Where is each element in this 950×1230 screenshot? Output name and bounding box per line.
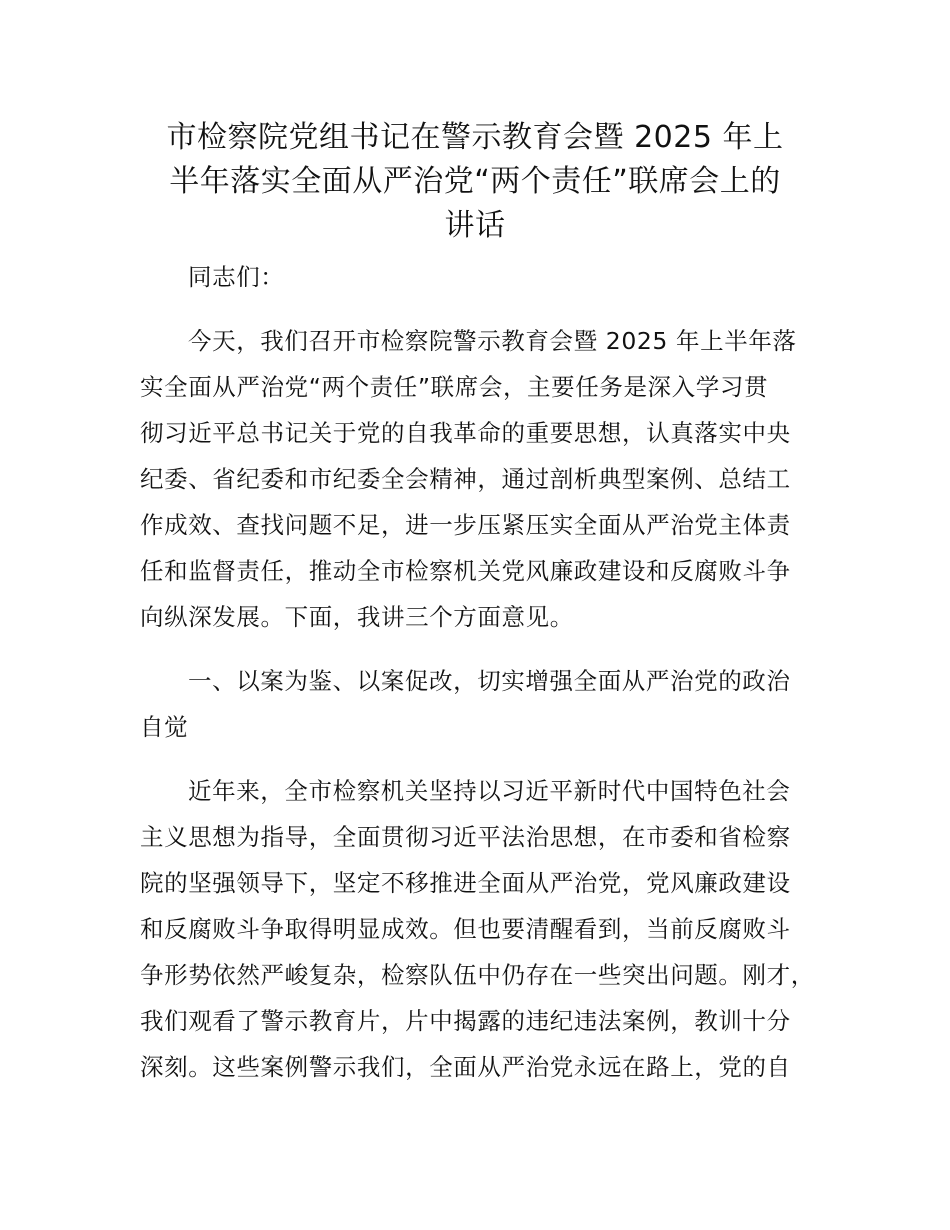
paragraph-line: 作成效、查找问题不足，进一步压紧压实全面从严治党主体责 xyxy=(140,511,791,539)
section-heading-line: 一、以案为鉴、以案促改，切实增强全面从严治党的政治 xyxy=(188,667,791,695)
greeting-paragraph xyxy=(140,254,812,300)
paragraph-line: 纪委、省纪委和市纪委全会精神，通过剖析典型案例、总结工 xyxy=(140,465,791,493)
section-heading-line: 自觉 xyxy=(140,713,189,741)
section-heading-paragraph xyxy=(140,658,812,750)
paragraph-line: 任和监督责任，推动全市检察机关党风廉政建设和反腐败斗争 xyxy=(140,557,791,585)
paragraph-line: 我们观看了警示教育片，片中揭露的违纪违法案例，教训十分 xyxy=(140,1007,791,1035)
intro-paragraph xyxy=(140,318,812,640)
paragraph-line: 实全面从严治党“两个责任”联席会，主要任务是深入学习贯 xyxy=(140,373,769,401)
title-line: 讲话 xyxy=(444,208,506,243)
paragraph-line: 今天，我们召开市检察院警示教育会暨 2025 年上半年落 xyxy=(188,327,797,355)
body-paragraph xyxy=(140,768,815,1090)
document-title xyxy=(130,116,820,248)
greeting-text: 同志们： xyxy=(188,263,285,291)
paragraph-line: 院的坚强领导下，坚定不移推进全面从严治党，党风廉政建设 xyxy=(140,869,791,897)
paragraph-line: 主义思想为指导，全面贯彻习近平法治思想，在市委和省检察 xyxy=(140,823,791,851)
paragraph-line: 深刻。这些案例警示我们，全面从严治党永远在路上，党的自 xyxy=(140,1053,791,1081)
title-line: 市检察院党组书记在警示教育会暨 2025 年上 xyxy=(166,120,784,155)
paragraph-line: 近年来，全市检察机关坚持以习近平新时代中国特色社会 xyxy=(188,777,791,805)
title-line: 半年落实全面从严治党“两个责任”联席会上的 xyxy=(169,164,781,199)
document-body xyxy=(140,254,815,1090)
paragraph-line: 彻习近平总书记关于党的自我革命的重要思想，认真落实中央 xyxy=(140,419,791,447)
paragraph-line: 和反腐败斗争取得明显成效。但也要清醒看到，当前反腐败斗 xyxy=(140,915,791,943)
paragraph-line: 向纵深发展。下面，我讲三个方面意见。 xyxy=(140,603,574,631)
paragraph-line: 争形势依然严峻复杂，检察队伍中仍存在一些突出问题。刚才， xyxy=(140,961,815,989)
